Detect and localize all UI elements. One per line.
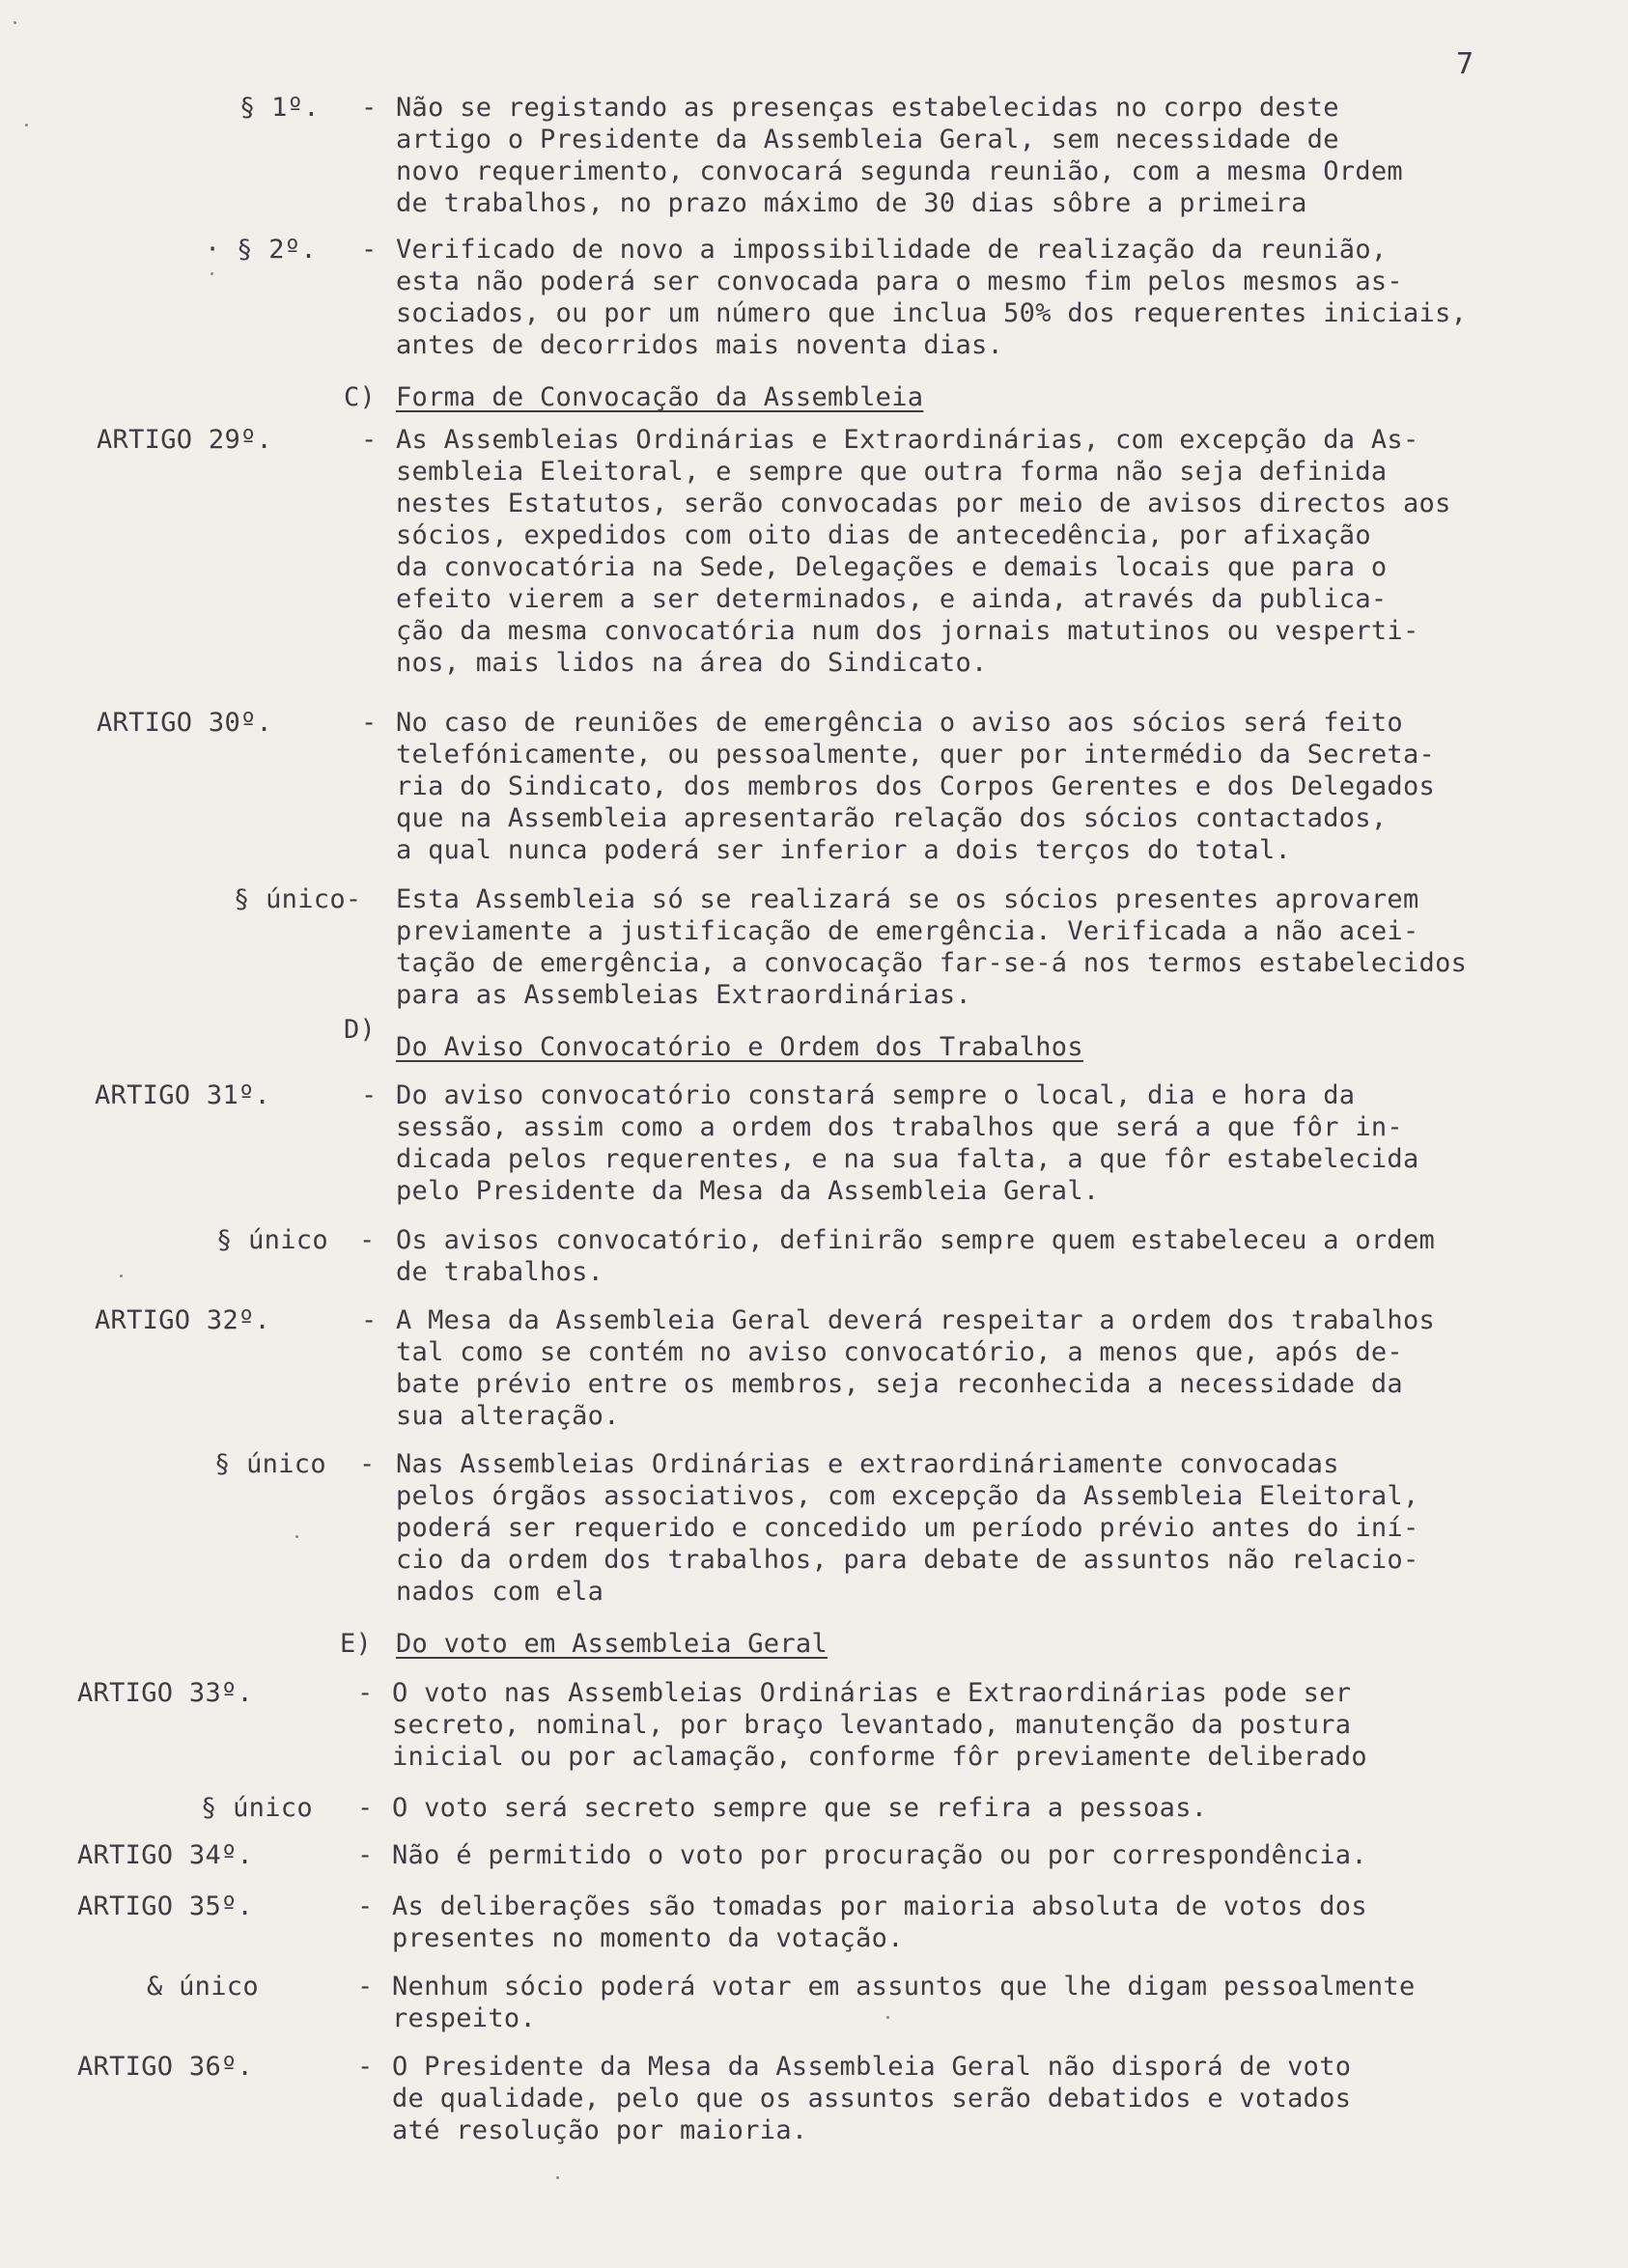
dash: - <box>357 1840 374 1870</box>
text-line: previamente a justificação de emergência. Verificada a não acei- <box>396 916 1419 946</box>
paper-speck <box>211 272 213 275</box>
paragraph-label: § único <box>216 1225 328 1255</box>
paragraph-label: § único <box>201 1793 313 1823</box>
text-line: nestes Estatutos, serão convocadas por meio de avisos directos aos <box>396 489 1451 518</box>
text-line: Verificado de novo a impossibilidade de realização da reunião, <box>396 235 1388 265</box>
article-label: ARTIGO 29º. <box>97 425 273 455</box>
page-number: 7 <box>1456 47 1474 81</box>
text-line: Os avisos convocatório, definirão sempre quem estabeleceu a ordem <box>396 1225 1436 1255</box>
article-label: ARTIGO 36º. <box>77 2052 254 2082</box>
section-letter: E) <box>340 1629 373 1659</box>
paper-speck <box>120 1274 123 1277</box>
text-line: sembleia Eleitoral, e sempre que outra forma não seja definida <box>396 457 1388 487</box>
paragraph-label: § único- <box>234 884 362 914</box>
article-label: ARTIGO 34º. <box>77 1840 254 1870</box>
text-line: Não é permitido o voto por procuração ou por correspondência. <box>392 1840 1367 1870</box>
text-line: que na Assembleia apresentarão relação dos sócios contactados, <box>396 803 1388 833</box>
dash: - <box>357 1678 374 1708</box>
text-line: da convocatória na Sede, Delegações e demais locais que para o <box>396 552 1388 582</box>
text-line: nados com ela <box>396 1577 604 1607</box>
dash: - <box>361 1080 378 1110</box>
text-line: de trabalhos. <box>396 1257 604 1287</box>
text-line: artigo o Presidente da Assembleia Geral, sem necessidade de <box>396 125 1339 154</box>
text-line: tação de emergência, a convocação far-se-á nos termos estabelecidos <box>396 948 1468 978</box>
article-label: ARTIGO 31º. <box>95 1080 271 1110</box>
section-heading: Forma de Convocação da Assembleia <box>396 382 924 412</box>
section-letter: D) <box>344 1015 377 1045</box>
text-line: dicada pelos requerentes, e na sua falta, a que fôr estabelecida <box>396 1144 1419 1174</box>
text-line: sessão, assim como a ordem dos trabalhos que será a que fôr in- <box>396 1112 1403 1142</box>
text-line: O voto nas Assembleias Ordinárias e Extraordinárias pode ser <box>392 1678 1352 1708</box>
text-line: esta não poderá ser convocada para o mesmo fim pelos mesmos as- <box>396 266 1403 296</box>
text-line: respeito. <box>392 2003 536 2033</box>
paper-speck <box>556 2176 559 2179</box>
text-line: para as Assembleias Extraordinárias. <box>396 980 971 1010</box>
dash: - <box>361 708 378 738</box>
text-line: sociados, ou por um número que inclua 50% dos requerentes iniciais, <box>396 298 1468 328</box>
paragraph-label: § único <box>214 1449 326 1479</box>
dash: - <box>359 1449 376 1479</box>
section-heading: Do voto em Assembleia Geral <box>396 1629 828 1659</box>
text-line: efeito vierem a ser determinados, e ainda, através da publica- <box>396 584 1388 614</box>
text-line: a qual nunca poderá ser inferior a dois terços do total. <box>396 835 1292 865</box>
dash: - <box>361 93 378 123</box>
text-line: Nas Assembleias Ordinárias e extraordináriamente convocadas <box>396 1449 1339 1479</box>
paragraph-label: & único <box>147 1972 259 2002</box>
article-label: ARTIGO 32º. <box>95 1305 271 1335</box>
dash: - <box>359 1225 376 1255</box>
text-line: telefónicamente, ou pessoalmente, quer por intermédio da Secreta- <box>396 740 1436 770</box>
text-line: No caso de reuniões de emergência o aviso aos sócios será feito <box>396 708 1403 738</box>
paragraph-label: § 1º. <box>239 93 320 123</box>
paper-speck <box>14 21 16 24</box>
dash: - <box>361 425 378 455</box>
paper-speck <box>886 2016 889 2019</box>
text-line: O voto será secreto sempre que se refira a pessoas. <box>392 1793 1208 1823</box>
text-line: O Presidente da Mesa da Assembleia Geral não disporá de voto <box>392 2052 1352 2082</box>
text-line: As deliberações são tomadas por maioria absoluta de votos dos <box>392 1891 1367 1921</box>
text-line: pelos órgãos associativos, com excepção da Assembleia Eleitoral, <box>396 1481 1419 1511</box>
text-line: de qualidade, pelo que os assuntos serão debatidos e votados <box>392 2084 1352 2114</box>
article-label: ARTIGO 35º. <box>77 1891 254 1921</box>
paper-speck <box>25 124 28 126</box>
text-line: pelo Presidente da Mesa da Assembleia Geral. <box>396 1176 1100 1206</box>
paper-speck <box>295 1535 298 1538</box>
text-line: Nenhum sócio poderá votar em assuntos que lhe digam pessoalmente <box>392 1972 1416 2002</box>
text-line: até resolução por maioria. <box>392 2115 808 2145</box>
text-line: cio da ordem dos trabalhos, para debate de assuntos não relacio- <box>396 1545 1419 1575</box>
text-line: As Assembleias Ordinárias e Extraordinárias, com excepção da As- <box>396 425 1419 455</box>
dash: - <box>361 1305 378 1335</box>
text-line: sua alteração. <box>396 1401 620 1431</box>
text-line: Esta Assembleia só se realizará se os sócios presentes aprovarem <box>396 884 1419 914</box>
text-line: A Mesa da Assembleia Geral deverá respeitar a ordem dos trabalhos <box>396 1305 1436 1335</box>
text-line: ria do Sindicato, dos membros dos Corpos Gerentes e dos Delegados <box>396 771 1436 801</box>
text-line: sócios, expedidos com oito dias de antecedência, por afixação <box>396 520 1371 550</box>
section-heading: Do Aviso Convocatório e Ordem dos Trabalhos <box>396 1032 1083 1062</box>
text-line: secreto, nominal, por braço levantado, manutenção da postura <box>392 1710 1352 1740</box>
text-line: bate prévio entre os membros, seja reconhecida a necessidade da <box>396 1369 1403 1399</box>
article-label: ARTIGO 33º. <box>77 1678 254 1708</box>
dash: - <box>361 235 378 265</box>
dash: - <box>357 1972 374 2002</box>
text-line: de trabalhos, no prazo máximo de 30 dias sôbre a primeira <box>396 188 1307 218</box>
text-line: presentes no momento da votação. <box>392 1923 904 1953</box>
text-line: tal como se contém no aviso convocatório, a menos que, após de- <box>396 1337 1403 1367</box>
text-line: inicial ou por aclamação, conforme fôr previamente deliberado <box>392 1742 1367 1772</box>
text-line: poderá ser requerido e concedido um período prévio antes do iní- <box>396 1513 1419 1543</box>
paragraph-label: · § 2º. <box>205 235 317 265</box>
text-line: Não se registando as presenças estabelecidas no corpo deste <box>396 93 1339 123</box>
dash: - <box>357 2052 374 2082</box>
dash: - <box>357 1793 374 1823</box>
text-line: ção da mesma convocatória num dos jornais matutinos ou vesperti- <box>396 616 1419 646</box>
article-label: ARTIGO 30º. <box>97 708 273 738</box>
section-letter: C) <box>344 382 377 412</box>
text-line: nos, mais lidos na área do Sindicato. <box>396 648 988 678</box>
text-line: Do aviso convocatório constará sempre o local, dia e hora da <box>396 1080 1356 1110</box>
text-line: novo requerimento, convocará segunda reunião, com a mesma Ordem <box>396 156 1403 186</box>
text-line: antes de decorridos mais noventa dias. <box>396 330 1004 360</box>
dash: - <box>357 1891 374 1921</box>
